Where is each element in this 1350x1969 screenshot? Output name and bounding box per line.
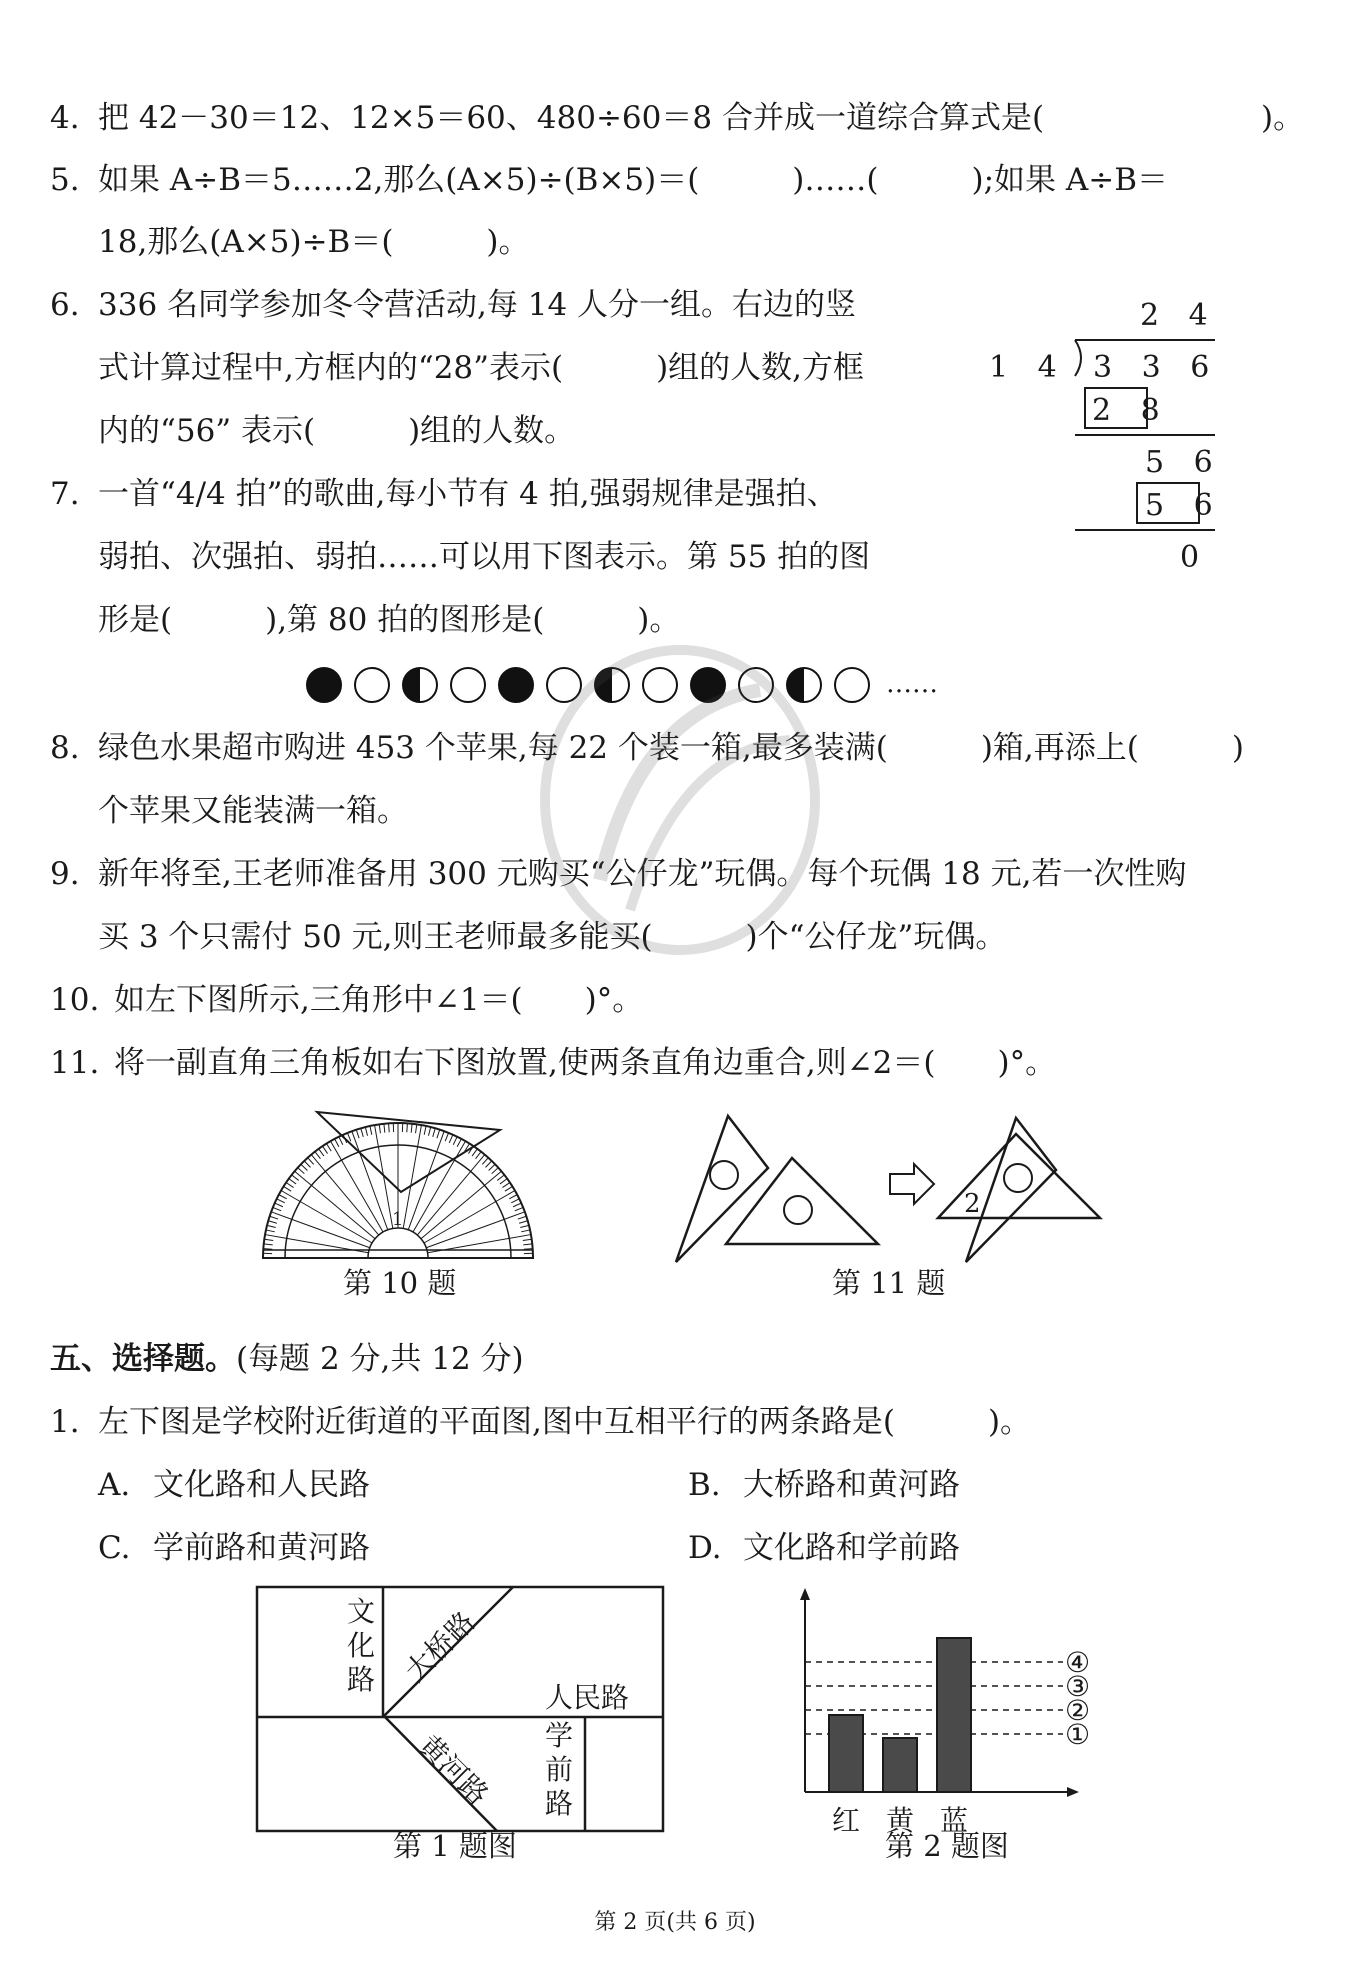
question-text: 新年将至,王老师准备用 300 元购买“公仔龙”玩偶。每个玩偶 18 元,若一次性购	[98, 856, 1187, 892]
option-text: 学前路和黄河路	[153, 1530, 370, 1566]
section-5-heading	[50, 1339, 524, 1379]
svg-text:路: 路	[347, 1663, 376, 1696]
beat-half-circle	[403, 668, 437, 702]
bar-category-label: 黄	[886, 1804, 915, 1837]
long-division-figure	[975, 290, 1235, 580]
question-6-cont	[98, 348, 864, 388]
question-text: 将一副直角三角板如右下图放置,使两条直角边重合,则∠2＝( )°。	[114, 1045, 1057, 1081]
question-text: 买 3 个只需付 50 元,则王老师最多能买( )个“公仔龙”玩偶。	[98, 919, 1007, 955]
option-text: 文化路和学前路	[743, 1530, 960, 1566]
option-key: B.	[688, 1467, 721, 1503]
bar-category-label: 红	[832, 1804, 861, 1837]
watermark-logo	[520, 630, 840, 1010]
question-text: 如果 A÷B＝5……2,那么(A×5)÷(B×5)＝( )……( );如果 A÷B＝	[98, 162, 1169, 198]
svg-text:前: 前	[545, 1753, 574, 1786]
question-11	[50, 1043, 1056, 1083]
bar-figure-caption: 第 2 题图	[885, 1829, 1009, 1863]
option-key: D.	[688, 1530, 722, 1566]
arrow-icon	[890, 1164, 934, 1204]
svg-text:化: 化	[347, 1629, 376, 1662]
option-text: 大桥路和黄河路	[743, 1467, 960, 1503]
question-number: 9.	[50, 856, 80, 892]
question-number: 7.	[50, 476, 80, 512]
map-caption: 第 1 题图	[393, 1829, 517, 1863]
question-number: 10.	[50, 982, 100, 1018]
label-renmin-road: 人民路	[545, 1681, 630, 1714]
beat-empty-circle	[835, 668, 869, 702]
dashed-line-label-2: ②	[1065, 1694, 1091, 1727]
question-number: 1.	[50, 1404, 80, 1440]
section-title: 五、选择题。	[50, 1341, 236, 1377]
question-text: 左下图是学校附近街道的平面图,图中互相平行的两条路是( )。	[98, 1404, 1032, 1440]
option-key: A.	[98, 1467, 131, 1503]
option-b[interactable]	[688, 1465, 960, 1505]
question-text: 弱拍、次强拍、弱拍……可以用下图表示。第 55 拍的图	[98, 539, 871, 575]
option-d[interactable]	[688, 1528, 960, 1568]
page-footer: 第 2 页(共 6 页)	[594, 1910, 756, 1935]
bar-figure	[795, 1582, 1095, 1842]
option-a[interactable]	[98, 1465, 370, 1505]
svg-text:学: 学	[545, 1719, 574, 1752]
option-text: 文化路和人民路	[153, 1467, 370, 1503]
label-xueqian-road	[545, 1719, 573, 1820]
question-number: 8.	[50, 730, 80, 766]
dividend: 3 3 6	[1093, 350, 1220, 385]
question-4	[50, 98, 1304, 138]
question-text: 把 42－30＝12、12×5＝60、480÷60＝8 合并成一道综合算式是( )。	[98, 100, 1305, 136]
street-map-figure	[255, 1585, 665, 1835]
label-huanghe-road: 黄河路	[412, 1728, 495, 1812]
question-5	[50, 160, 1168, 200]
question-text: 绿色水果超市购进 453 个苹果,每 22 个装一箱,最多装满( )箱,再添上( )	[98, 730, 1244, 766]
question-text: 如左下图所示,三角形中∠1＝( )°。	[114, 982, 644, 1018]
option-c[interactable]	[98, 1528, 370, 1568]
protractor-figure	[255, 1100, 545, 1270]
dashed-line-label-4: ④	[1065, 1646, 1091, 1679]
question-text: 个苹果又能装满一箱。	[98, 793, 408, 829]
step1: 2 8	[1092, 393, 1170, 428]
step2: 5 6	[1145, 488, 1223, 523]
beat-filled-circle	[307, 668, 341, 702]
bar-category-label: 蓝	[940, 1804, 969, 1837]
bar-3	[937, 1638, 971, 1792]
question-7	[50, 474, 838, 514]
question-6	[50, 285, 856, 325]
y-axis-arrow-icon	[800, 1588, 810, 1600]
question-text: 18,那么(A×5)÷B＝( )。	[98, 224, 530, 260]
figure-11-caption: 第 11 题	[832, 1266, 946, 1300]
final-remainder: 0	[1180, 540, 1200, 575]
question-text: 一首“4/4 拍”的歌曲,每小节有 4 拍,强弱规律是强拍、	[98, 476, 838, 512]
angle-2-label: 2	[964, 1189, 981, 1219]
angle-1-label: 1	[392, 1209, 404, 1230]
svg-text:文: 文	[347, 1595, 376, 1628]
question-5-cont	[98, 222, 530, 262]
bar-2	[883, 1738, 917, 1792]
question-text: 336 名同学参加冬令营活动,每 14 人分一组。右边的竖	[98, 287, 857, 323]
beat-ellipsis: ……	[886, 669, 938, 699]
beat-empty-circle	[451, 668, 485, 702]
divisor: 1 4	[989, 350, 1067, 385]
question-number: 5.	[50, 162, 80, 198]
question-text: 形是( ),第 80 拍的图形是( )。	[98, 602, 681, 638]
option-key: C.	[98, 1530, 131, 1566]
svg-text:路: 路	[545, 1787, 574, 1820]
beat-empty-circle	[355, 668, 389, 702]
dashed-line-label-1: ①	[1065, 1718, 1091, 1751]
question-number: 4.	[50, 100, 80, 136]
section-note: (每题 2 分,共 12 分)	[236, 1341, 524, 1377]
set-square-45	[726, 1158, 878, 1244]
label-wenhua-road	[347, 1595, 375, 1696]
question-number: 11.	[50, 1045, 100, 1081]
x-axis-arrow-icon	[1067, 1787, 1079, 1797]
dashed-line-label-3: ③	[1065, 1670, 1091, 1703]
remainder1: 5 6	[1145, 445, 1223, 480]
label-daqiao-road: 大桥路	[398, 1605, 482, 1688]
set-square-figure	[668, 1110, 1108, 1270]
question-text: 式计算过程中,方框内的“28”表示( )组的人数,方框	[98, 350, 865, 386]
mc-question-1	[50, 1402, 1031, 1442]
question-6-cont	[98, 411, 575, 451]
question-7-cont	[98, 537, 870, 577]
figure-10-caption: 第 10 题	[343, 1266, 457, 1300]
set-square-45-combined	[938, 1134, 1100, 1218]
bar-1	[829, 1715, 863, 1792]
question-number: 6.	[50, 287, 80, 323]
question-8-cont	[98, 791, 408, 831]
question-text: 内的“56” 表示( )组的人数。	[98, 413, 576, 449]
quotient: 2 4	[1140, 298, 1218, 333]
